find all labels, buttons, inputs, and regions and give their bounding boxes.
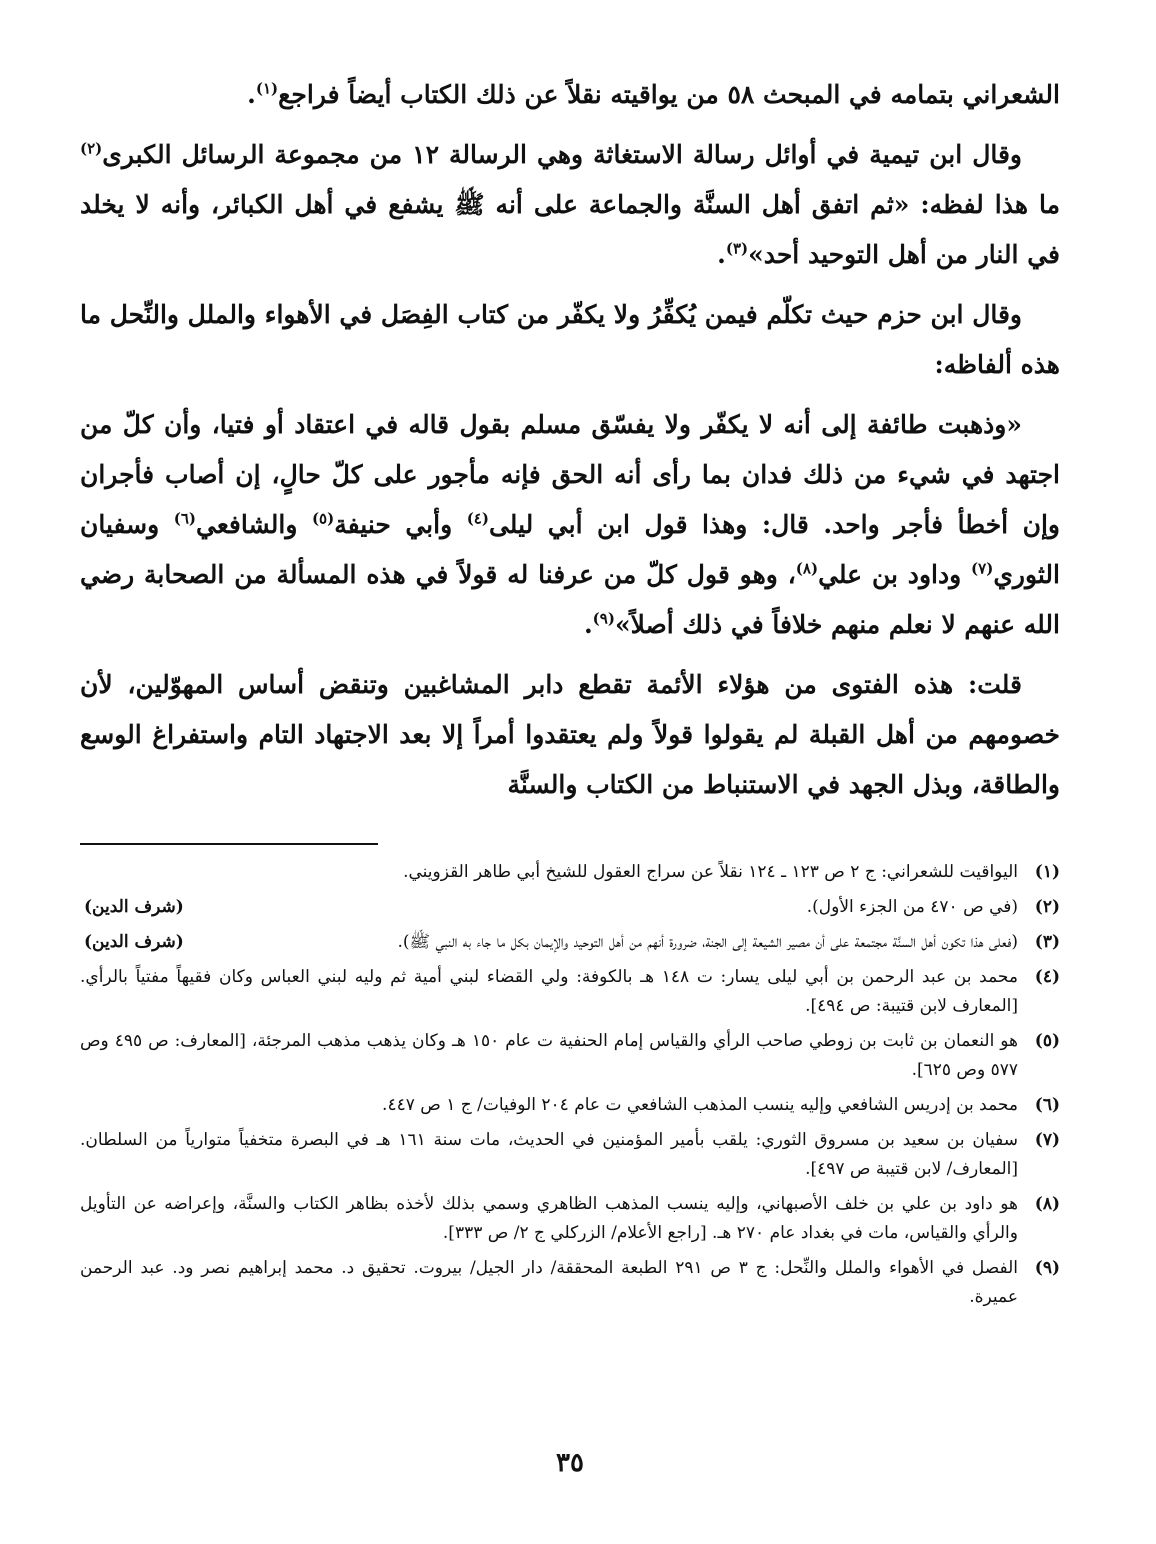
footnote-ref-2[interactable]: (٢) bbox=[80, 139, 103, 158]
paragraph-2-text-b: ما هذا لفظه: «ثم اتفق أهل السنَّة والجماعة على أنه ﷺ يشفع في أهل الكبائر، وأنه لا يخلد في النار من أهل التوحيد أحد» bbox=[80, 190, 1060, 269]
footnote-text bbox=[80, 893, 1018, 922]
footnote-7 bbox=[80, 1126, 1060, 1184]
page bbox=[80, 70, 1060, 1510]
footnote-ref-5[interactable]: (٥) bbox=[311, 509, 335, 528]
quote-end: . bbox=[583, 610, 593, 639]
footnote-6 bbox=[80, 1091, 1060, 1120]
footnote-8 bbox=[80, 1190, 1060, 1248]
footnote-text bbox=[80, 858, 1018, 887]
quote-text-f: ، وهو قول كلّ من عرفنا له قولاً في هذه المسألة من الصحابة رضي الله عنهم لا نعلم منهم خلافاً في ذلك أصلاً» bbox=[80, 560, 1060, 639]
footnote-ref-8[interactable]: (٨) bbox=[795, 559, 819, 578]
quote-text-a: «وذهبت طائفة إلى أنه لا يكفّر ولا يفسّق مسلم بقول قاله في اعتقاد أو فتيا، وأن كلّ من اجتهد في شيء من ذلك فدان بما رأى أنه الحق فإنه مأجور على كلّ حالٍ، إن أصاب فأجران وإن أخطأ فأجر واحد. قال: وهذا قول ابن أبي ليلى bbox=[80, 410, 1060, 539]
footnotes bbox=[80, 858, 1060, 1318]
footnote-number: (٩) bbox=[1034, 1258, 1060, 1278]
paragraph-4-quote bbox=[80, 400, 1060, 650]
paragraph-3: وقال ابن حزم حيث تكلّم فيمن يُكفِّرُ ولا يكفّر من كتاب الفِصَل في الأهواء والملل والنِّحل ما هذه ألفاظه: bbox=[80, 300, 1060, 379]
footnote-9 bbox=[80, 1254, 1060, 1312]
paragraph-1-text: الشعراني بتمامه في المبحث ٥٨ من يواقيته نقلاً عن ذلك الكتاب أيضاً فراجع bbox=[278, 80, 1060, 109]
footnote-signature: (شرف الدين) bbox=[84, 897, 184, 917]
footnote-ref-1[interactable]: (١) bbox=[255, 79, 279, 98]
footnote-2 bbox=[80, 893, 1060, 922]
footnote-ref-3[interactable]: (٣) bbox=[725, 239, 749, 258]
paragraph-2-end: . bbox=[717, 240, 726, 269]
footnote-ref-4[interactable]: (٤) bbox=[466, 509, 489, 528]
footnote-text: محمد بن عبد الرحمن بن أبي ليلى يسار: ت ١٤٨ هـ بالكوفة: ولي القضاء لبني أمية ثم وليه لبني العباس وكان فقيهاً مفتياً بالرأي. [المعارف لابن قتيبة: ص ٤٩٤]. bbox=[80, 967, 1018, 1016]
footnote-ref-9[interactable]: (٩) bbox=[592, 609, 615, 628]
footnote-signature: (شرف الدين) bbox=[84, 932, 184, 952]
footnote-1 bbox=[80, 858, 1060, 887]
page-number: ٣٥ bbox=[556, 1448, 584, 1478]
quote-text-b: وأبي حنيفة bbox=[334, 510, 467, 539]
quote-text-c: والشافعي bbox=[196, 510, 312, 539]
footnote-body: اليواقيت للشعراني: ج ٢ ص ١٢٣ ـ ١٢٤ نقلاً عن سراج العقول للشيخ أبي طاهر القزويني. bbox=[403, 862, 1018, 882]
footnote-number: (٨) bbox=[1034, 1194, 1060, 1214]
footnote-ref-6[interactable]: (٦) bbox=[173, 509, 196, 528]
paragraph-2 bbox=[80, 130, 1060, 280]
footnote-text: الفصل في الأهواء والملل والنِّحل: ج ٣ ص ٢٩١ الطبعة المحققة/ دار الجيل/ بيروت. تحقيق د. محمد إبراهيم نصر ود. عبد الرحمن عميرة. bbox=[80, 1258, 1018, 1307]
paragraph-1-end: . bbox=[247, 80, 256, 109]
footnote-divider bbox=[80, 843, 378, 845]
footnote-number: (٣) bbox=[1034, 932, 1060, 952]
footnote-text: هو داود بن علي بن خلف الأصبهاني، وإليه ينسب المذهب الظاهري وسمي بذلك لأخذه بظاهر الكتاب والسنَّة، وإعراضه عن التأويل والرأي والقياس، مات في بغداد عام ٢٧٠ هـ. [راجع الأعلام/ الزركلي ج ٢/ ص ٣٣٣]. bbox=[80, 1194, 1018, 1243]
footnote-number: (٥) bbox=[1034, 1031, 1060, 1051]
paragraph-2-text-a: وقال ابن تيمية في أوائل رسالة الاستغاثة وهي الرسالة ١٢ من مجموعة الرسائل الكبرى bbox=[102, 140, 1022, 169]
quote-text-d: وسفيان الثوري bbox=[80, 510, 1060, 589]
footnote-4 bbox=[80, 963, 1060, 1021]
footnote-body: (فعلى هذا تكون أهل السنَّة مجتمعة على أن مصير الشيعة إلى الجنة، ضرورة أنهم من أهل التوحيد والإيمان بكل ما جاء به النبي ﷺ). bbox=[397, 932, 1018, 952]
footnote-number: (٦) bbox=[1034, 1095, 1060, 1115]
quote-text-e: وداود بن علي bbox=[818, 560, 972, 589]
footnote-number: (٢) bbox=[1034, 897, 1060, 917]
footnote-5 bbox=[80, 1027, 1060, 1085]
footnote-text: سفيان بن سعيد بن مسروق الثوري: يلقب بأمير المؤمنين في الحديث، مات سنة ١٦١ هـ في البصرة متخفياً متوارياً من السلطان. [المعارف/ لابن قتيبة ص ٤٩٧]. bbox=[80, 1130, 1018, 1179]
footnote-number: (١) bbox=[1034, 862, 1060, 882]
footnote-number: (٧) bbox=[1034, 1130, 1060, 1150]
footnote-text: محمد بن إدريس الشافعي وإليه ينسب المذهب الشافعي ت عام ٢٠٤ الوفيات/ ج ١ ص ٤٤٧. bbox=[382, 1095, 1018, 1115]
paragraph-1 bbox=[80, 70, 1060, 120]
footnote-number: (٤) bbox=[1034, 967, 1060, 987]
paragraph-5: قلت: هذه الفتوى من هؤلاء الأئمة تقطع دابر المشاغبين وتنقض أساس المهوّلين، لأن خصومهم من أهل القبلة لم يقولوا قولاً ولم يعتقدوا أمراً إلا بعد الاجتهاد التام واستفراغ الوسع والطاقة، وبذل الجهد في الاستنباط من الكتاب والسنَّة bbox=[80, 670, 1060, 799]
footnote-text: هو النعمان بن ثابت بن زوطي صاحب الرأي والقياس إمام الحنفية ت عام ١٥٠ هـ وكان يذهب مذهب المرجئة، [المعارف: ص ٤٩٥ وص ٥٧٧ وص ٦٢٥]. bbox=[80, 1031, 1018, 1080]
footnote-3 bbox=[80, 928, 1060, 957]
main-text bbox=[80, 70, 1060, 810]
footnote-text bbox=[80, 928, 1018, 957]
footnote-body: (في ص ٤٧٠ من الجزء الأول). bbox=[806, 897, 1018, 917]
footnote-ref-7[interactable]: (٧) bbox=[971, 559, 994, 578]
